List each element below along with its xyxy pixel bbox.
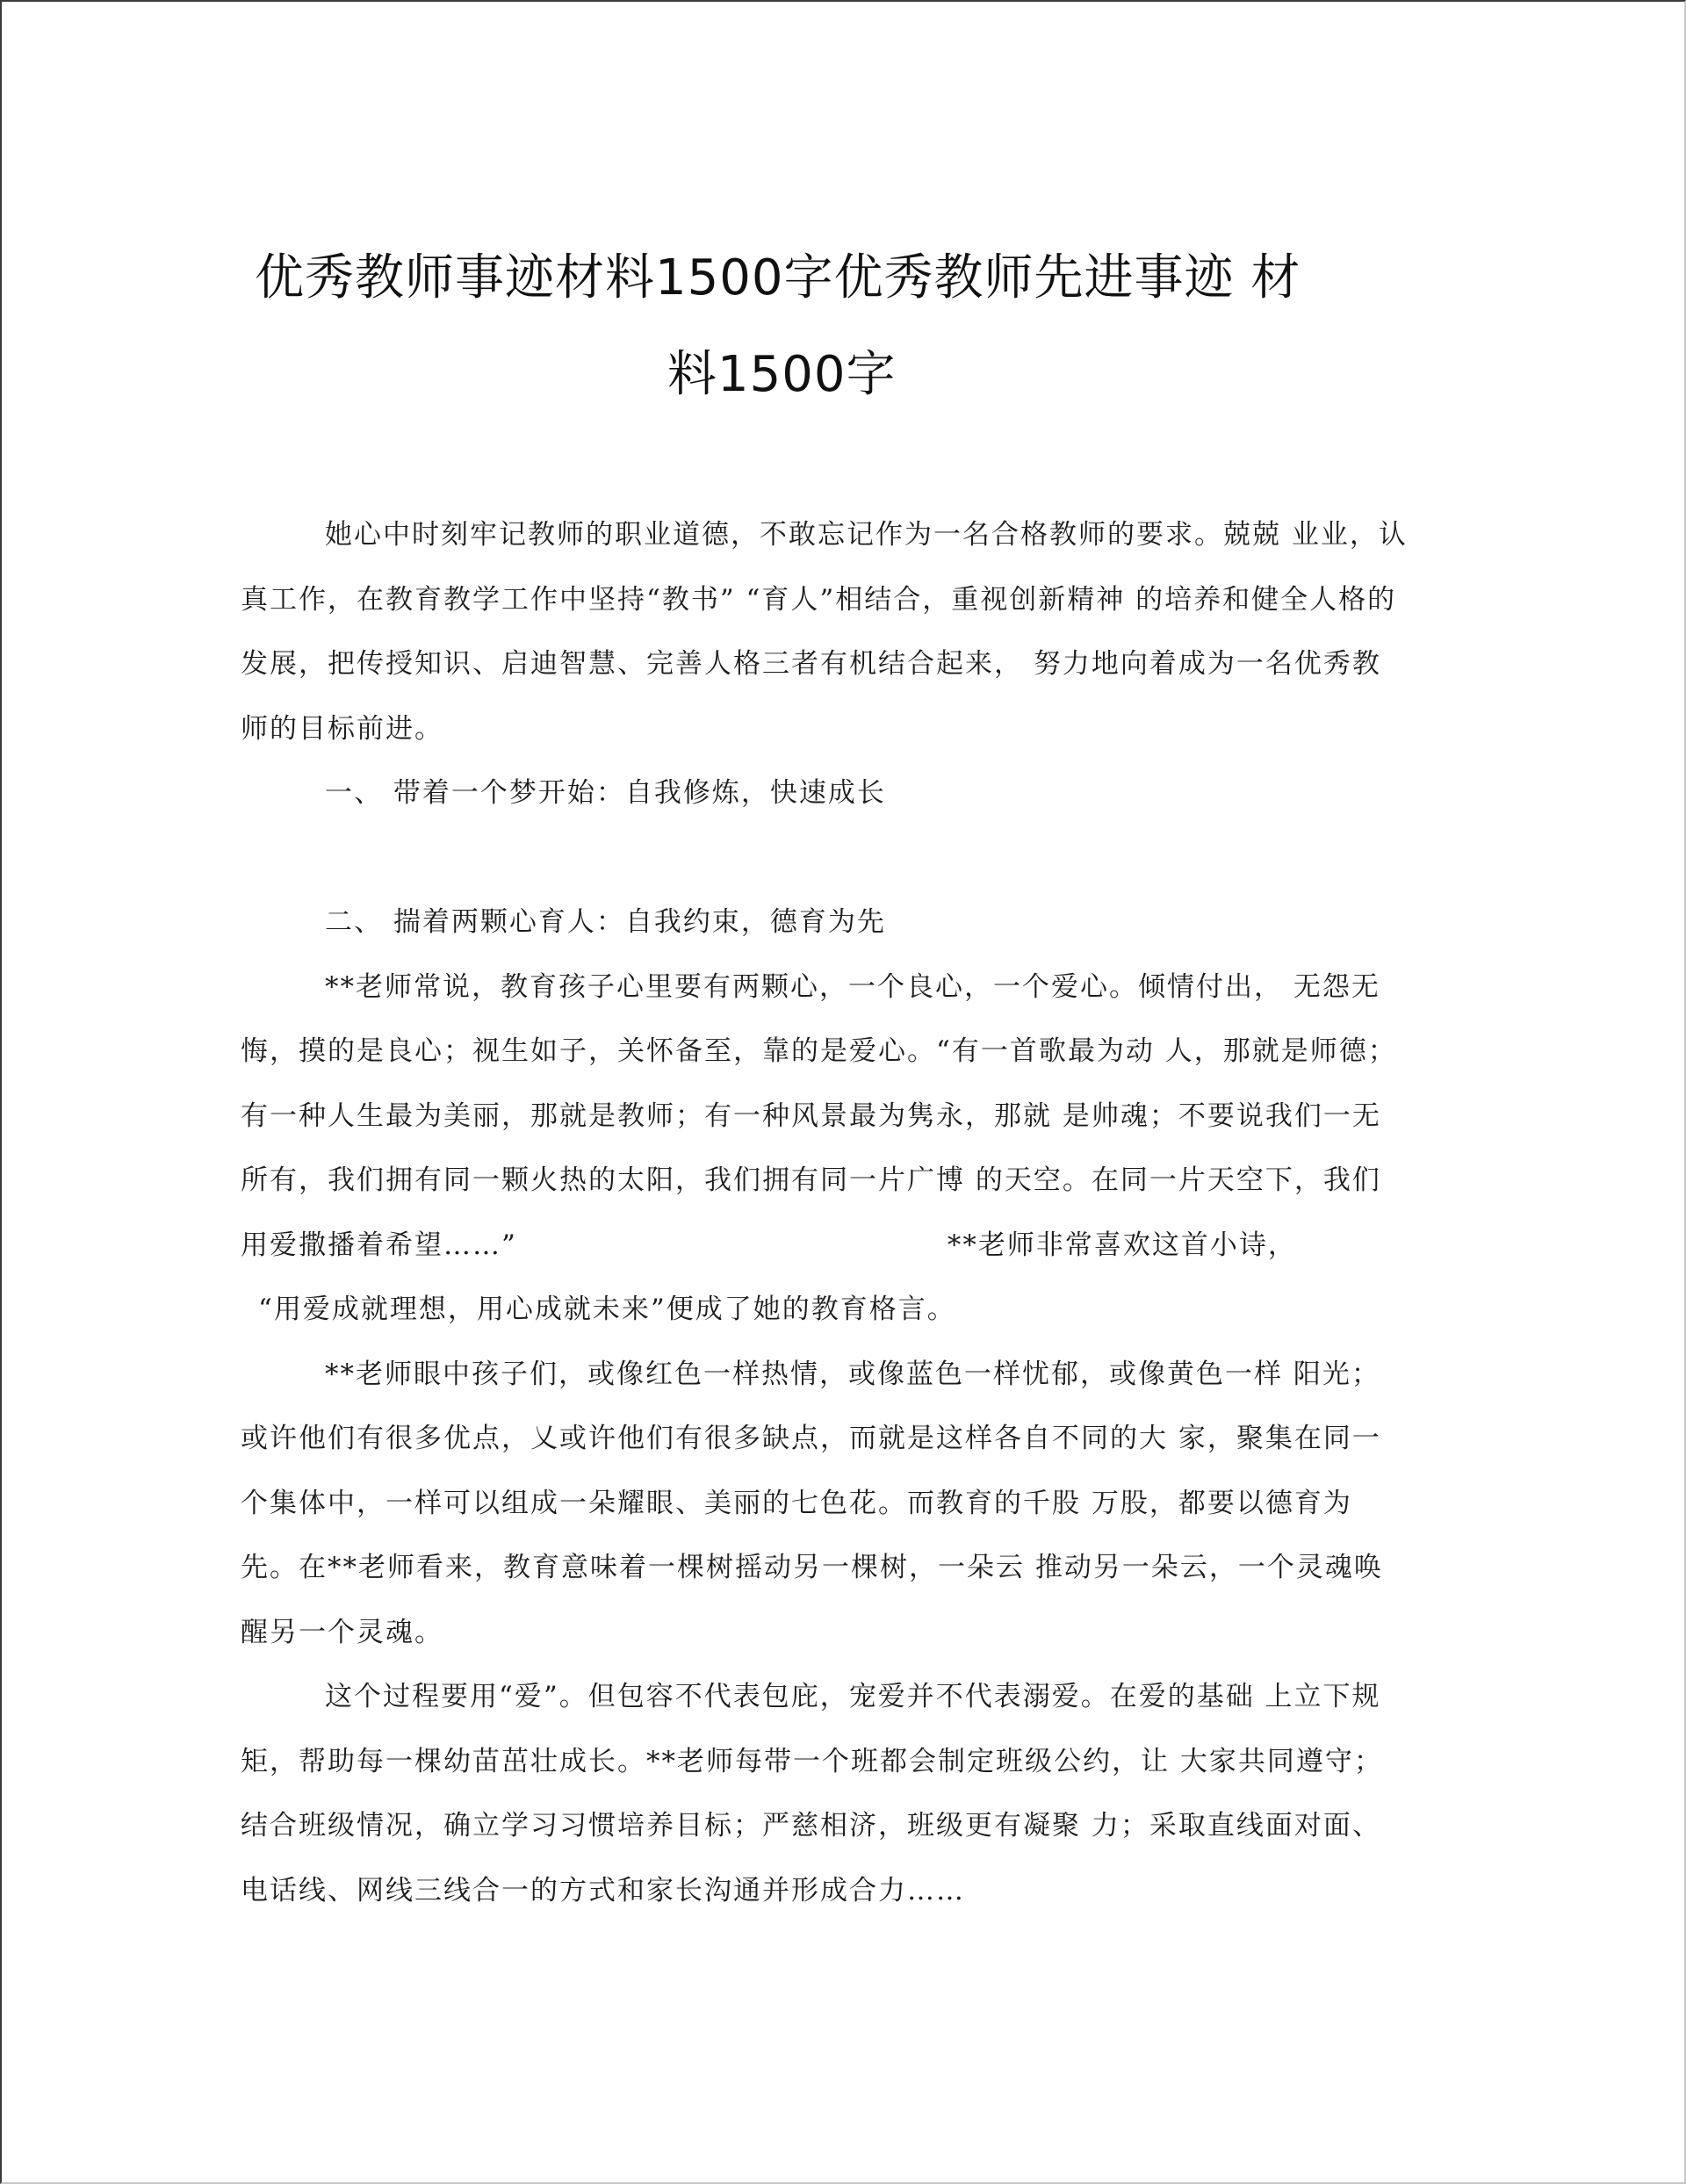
intro-paragraph: 她心中时刻牢记教师的职业道德，不敢忘记作为一名合格教师的要求。兢兢 业业，认真工作，在教育教学工作中坚持“教书” “育人”相结合，重视创新精神 的培养和健全人格的发展，把传授知识、启迪智慧、完善人格三者有机结合起来， 努力地向着成为一名优秀教师的目标前进。 [241,519,1408,745]
colors-paragraph: **老师眼中孩子们，或像红色一样热情，或像蓝色一样忧郁，或像黄色一样 阳光；或许他们有很多优点，乂或许他们有很多缺点，而就是这样各自不同的大 家，聚集在同一个集体中，一样可以组成一朵耀眼、美丽的七色花。而教育的千股 万股，都要以德育为先。在**老师看来，教育意味着一棵树摇动另一棵树，一朵云 推动另一朵云，一个灵魂唤醒另一个灵魂。 [241,1358,1383,1648]
love-paragraph: 这个过程要用“爱”。但包容不代表包庇，宠爱并不代表溺爱。在爱的基础 上立下规矩，帮助每一棵幼苗茁壮成长。**老师每带一个班都会制定班级公约，让 大家共同遵守；结合班级情况，确立学习习惯培养目标；严慈相济，班级更有凝聚 力；采取直线面对面、电话线、网线三线合一的方式和家长沟通并形成合力…… [241,1681,1383,1906]
document-body [241,503,1409,1923]
motto-paragraph: “用爱成就理想，用心成就未来”便成了她的教育格言。 [258,1294,956,1325]
section-1-heading: 一、 带着一个梦开始：自我修炼，快速成长 [325,777,886,809]
section-2-heading: 二、 揣着两颗心育人：自我约束，德育为先 [325,906,886,938]
title-line-2: 料1500字 [667,346,897,403]
document-title [255,230,1431,423]
title-line-1: 优秀教师事迹材料1500字优秀教师先进事迹 材 [255,249,1301,306]
two-hearts-tail: **老师非常喜欢这首小诗， [947,1229,1297,1261]
blank-line [241,826,1409,891]
two-hearts-text: **老师常说，教育孩子心里要有两颗心，一个良心，一个爱心。倾情付出， 无怨无悔，摸的是良心；视生如子，关怀备至，靠的是爱心。“有一首歌最为动 人，那就是师德；有一种人生最为美丽，那就是教师；有一种风景最为隽永，那就 是帅魂；不要说我们一无所有，我们拥有同一颗火热的太阳，我们拥有同一片广博 的天空。在同一片天空下，我们用爱撒播着希望……” [241,970,1397,1261]
two-hearts-paragraph [241,955,1409,1279]
